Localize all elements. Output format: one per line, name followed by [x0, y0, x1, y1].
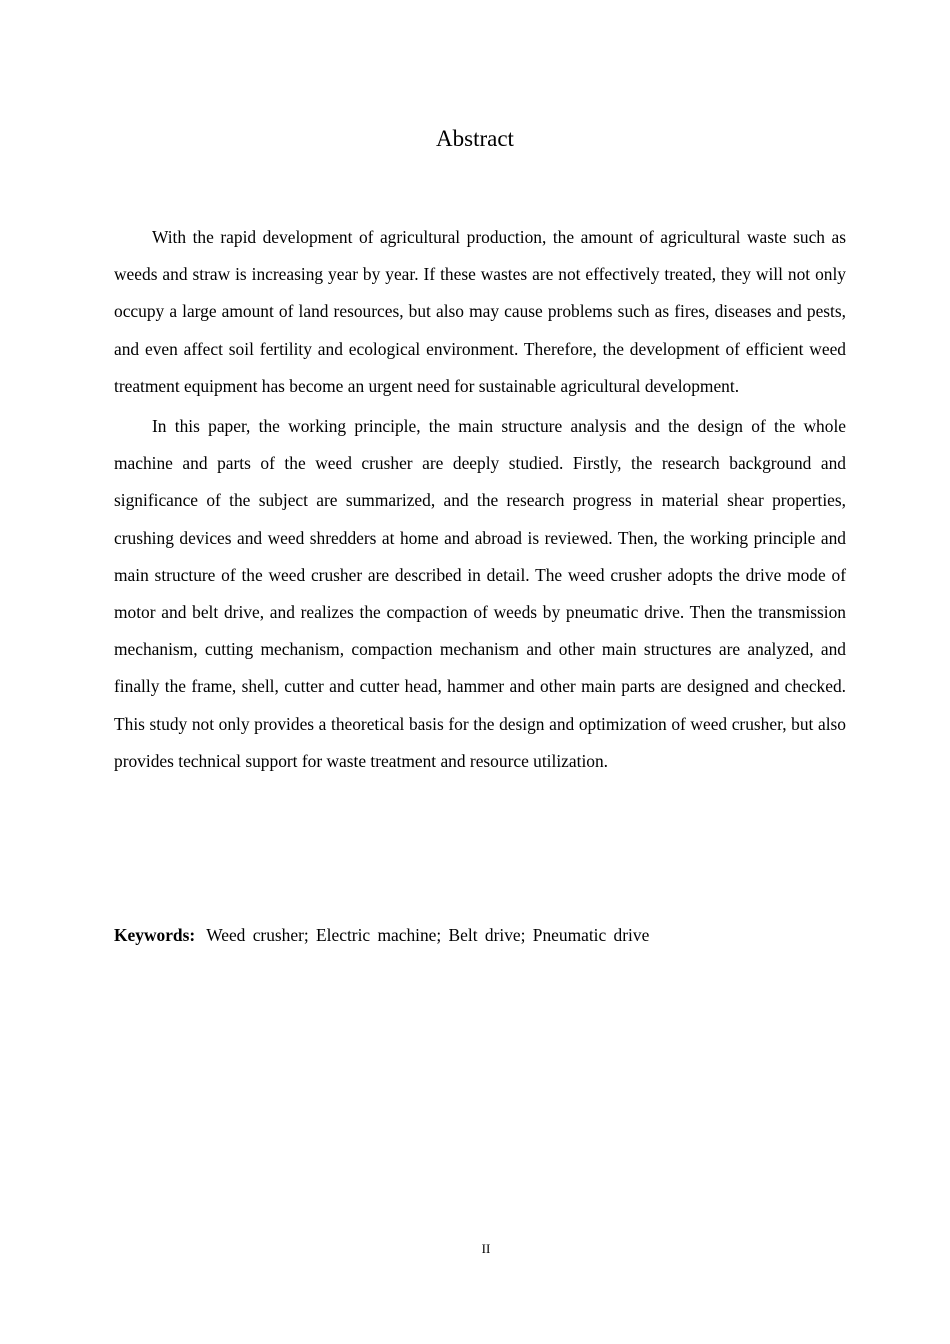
abstract-title: Abstract [436, 126, 514, 151]
keywords-list: Weed crusher; Electric machine; Belt drive; Pneumatic drive [206, 925, 650, 945]
keywords-line [114, 918, 846, 952]
abstract-paragraph-1: With the rapid development of agricultural production, the amount of agricultural waste such as weeds and straw is increasing year by year. If these wastes are not effectively treated, they will not only occupy a large amount of land resources, but also may cause problems such as fires, diseases and pests, and even affect soil fertility and ecological environment. Therefore, the development of efficient weed treatment equipment has become an urgent need for sustainable agricultural development. [114, 227, 846, 396]
page-number: II [481, 1241, 491, 1256]
abstract-body [114, 219, 846, 780]
keywords-label: Keywords: [114, 925, 196, 945]
abstract-paragraph-2: In this paper, the working principle, the main structure analysis and the design of the whole machine and parts of the weed crusher are deeply studied. Firstly, the research background and significance of the subject are summarized, and the research progress in material shear properties, crushing devices and weed shredders at home and abroad is reviewed. Then, the working principle and main structure of the weed crusher are described in detail. The weed crusher adopts the drive mode of motor and belt drive, and realizes the compaction of weeds by pneumatic drive. Then the transmission mechanism, cutting mechanism, compaction mechanism and other main structures are analyzed, and finally the frame, shell, cutter and cutter head, hammer and other main parts are designed and checked. This study not only provides a theoretical basis for the design and optimization of weed crusher, but also provides technical support for waste treatment and resource utilization. [114, 416, 846, 771]
